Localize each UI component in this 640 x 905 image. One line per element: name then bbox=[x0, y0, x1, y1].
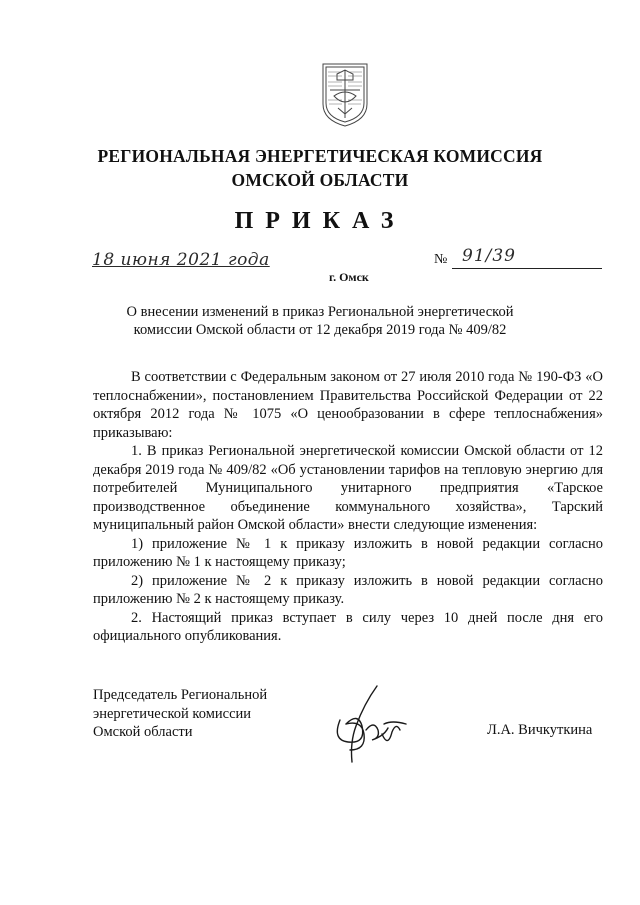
signatory-position-line-2: энергетической комиссии bbox=[93, 705, 252, 722]
clause-2-paragraph: 2. Настоящий приказ вступает в силу через 10 дней после дня его официального опубликования. bbox=[93, 609, 603, 644]
order-date: 18 июня 2021 года bbox=[92, 250, 270, 270]
signatory-position bbox=[93, 686, 267, 742]
signatory-name: Л.А. Вичкуткина bbox=[487, 722, 593, 738]
order-subject-line-1: О внесении изменений в приказ Региональной энергетической bbox=[126, 304, 514, 320]
document-title: ПРИКАЗ bbox=[234, 208, 406, 234]
handwritten-signature-icon bbox=[322, 680, 412, 770]
coat-of-arms-icon bbox=[320, 60, 370, 128]
order-number: 91/39 bbox=[462, 246, 516, 266]
clause-1-item-2: 2) приложение № 2 к приказу изложить в новой редакции согласно приложению № 2 к настоящему приказу. bbox=[93, 572, 603, 607]
preamble-paragraph: В соответствии с Федеральным законом от 27 июля 2010 года № 190-ФЗ «О теплоснабжении», постановлением Правительства Российской Федерации от 22 октября 2012 года № 1075 «О ценообразовании в сфере теплоснабжения» приказываю: bbox=[93, 369, 603, 441]
order-number-label: № bbox=[434, 252, 448, 267]
signatory-position-line-3: Омской области bbox=[93, 724, 193, 740]
city: г. Омск bbox=[329, 270, 369, 284]
order-body bbox=[93, 368, 603, 646]
signatory-position-line-1: Председатель Региональной bbox=[93, 687, 268, 703]
order-subject-line-2: комиссии Омской области от 12 декабря 2019 года № 409/82 bbox=[133, 322, 507, 338]
organization-name-line-2: ОМСКОЙ ОБЛАСТИ bbox=[231, 170, 409, 190]
clause-1-item-1: 1) приложение № 1 к приказу изложить в новой редакции согласно приложению № 1 к настоящему приказу; bbox=[93, 535, 603, 570]
order-number-underline bbox=[452, 268, 602, 269]
organization-name-line-1: РЕГИОНАЛЬНАЯ ЭНЕРГЕТИЧЕСКАЯ КОМИССИЯ bbox=[97, 146, 543, 166]
clause-1-paragraph: 1. В приказ Региональной энергетической комиссии Омской области от 12 декабря 2019 года № 409/82 «Об установлении тарифов на тепловую энергию для потребителей Муниципального унитарного предприятия «Тарское производственное объединение коммунального хозяйства», Тарский муниципальный район Омской области» внести следующие изменения: bbox=[93, 443, 603, 533]
